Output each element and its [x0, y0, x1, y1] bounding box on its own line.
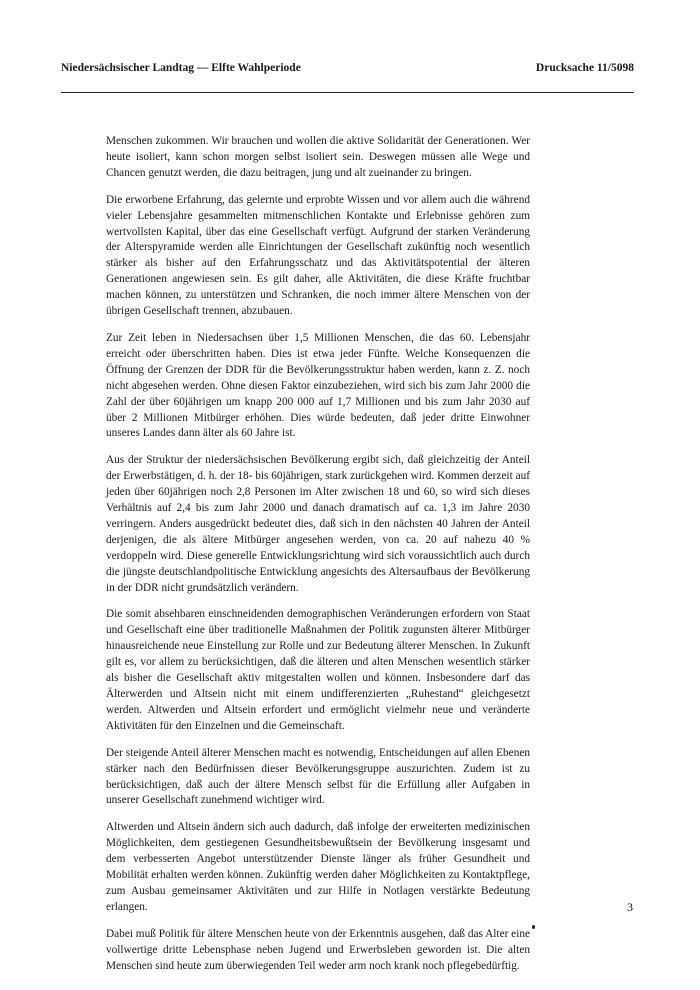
paragraph-2: Die erworbene Erfahrung, das gelernte und erprobte Wissen und vor allem auch die während vieler Lebensjahre gesammelten mitmenschlichen Kontakte und Erlebnisse gehören zum wertvollsten Kapital, über das eine Gesellschaft verfügt. Aufgrund der starken Veränderung der Alterspyramide werden alle Einrichtungen der Gesellschaft zukünftig noch wesentlich stärker als bisher auf den Erfahrungsschatz und das Aktivitätspotential der älteren Generationen angewiesen sein. Es gilt daher, alle Aktivitäten, die diese Kräfte fruchtbar machen können, zu unterstützen und Schranken, die noch immer ältere Menschen von der übrigen Gesellschaft trennen, abzubauen.: [106, 193, 530, 318]
paragraph-3: Zur Zeit leben in Niedersachsen über 1,5 Millionen Menschen, die das 60. Lebensjahr erreicht oder überschritten haben. Dies ist etwa jeder Fünfte. Welche Konsequenzen die Öffnung der Grenzen der DDR für die Bevölkerungsstruktur haben werden, kann z. Z. noch nicht abgesehen werden. Ohne diesen Faktor einzubeziehen, wird sich bis zum Jahr 2000 die Zahl der über 60jährigen um knapp 200 000 auf 1,7 Millionen und bis zum Jahr 2030 auf über 2 Millionen Mitbürger erhöhen. Dies würde bedeuten, daß jeder dritte Einwohner unseres Landes dann älter als 60 Jahre ist.: [106, 331, 530, 440]
header-document-number: Drucksache 11/5098: [535, 62, 634, 74]
paragraph-1: Menschen zukommen. Wir brauchen und wollen die aktive Solidarität der Generationen. Wer heute isoliert, kann schon morgen selbst isoliert sein. Deswegen müssen alle Wege und Chancen genutzt werden, die dazu beitragen, jung und alt zueinander zu bringen.: [106, 135, 530, 179]
paragraph-6: Der steigende Anteil älterer Menschen macht es notwendig, Entscheidungen auf allen Ebenen stärker nach den Bedürfnissen dieser Bevölkerungsgruppe auszurichten. Zudem ist zu berücksichtigen, daß auch der ältere Mensch selbst für die Erfüllung aller Aufgaben in unserer Gesellschaft zunehmend wichtiger wird.: [106, 746, 530, 807]
header-publication-title: Niedersächsischer Landtag — Elfte Wahlperiode: [61, 62, 301, 74]
paragraph-4: Aus der Struktur der niedersächsischen Bevölkerung ergibt sich, daß gleichzeitig der Anteil der Erwerbstätigen, d. h. der 18- bis 60jährigen, stark zurückgehen wird. Kommen derzeit auf jeden über 60jährigen noch 2,8 Personen im Alter zwischen 18 und 60, so wird sich dieses Verhältnis auf 2,4 bis zum Jahr 2000 und danach dramatisch auf ca. 1,3 im Jahre 2030 verringern. Anders ausgedrückt bedeutet dies, daß sich in den nächsten 40 Jahren der Anteil derjenigen, die als ältere Mitbürger angesehen werden, von ca. 20 auf nahezu 40 % verdoppeln wird. Diese generelle Entwicklungsrichtung wird sich voraussichtlich auch durch die jüngste deutschlandpolitische Entwicklung angesichts des Altersaufbaus der Bevölkerung in der DDR nicht grundsätzlich verändern.: [106, 454, 530, 594]
page-header: [61, 62, 634, 80]
body-text: [106, 134, 530, 986]
paragraph-7: Altwerden und Altsein ändern sich auch dadurch, daß infolge der erweiterten medizinischen Möglichkeiten, dem gestiegenen Gesundheitsbewußtsein der Bevölkerung insgesamt und dem verbesserten Angebot unterstützender Dienste länger als früher Gesundheit und Mobilität erhalten werden können. Zukünftig werden daher Möglichkeiten zu Kontaktpflege, zum Ausbau gemeinsamer Aktivitäten und zur Hilfe in Notlagen verstärkte Bedeutung erlangen.: [106, 821, 530, 913]
paragraph-8: Dabei muß Politik für ältere Menschen heute von der Erkenntnis ausgehen, daß das Alter eine vollwertige dritte Lebensphase neben Jugend und Erwerbsleben geworden ist. Die alten Menschen sind heute zum überwiegenden Teil weder arm noch krank noch pflegebedürftig.: [106, 927, 530, 972]
scan-speck: [532, 925, 535, 929]
page-number: 3: [627, 900, 633, 914]
paragraph-5: Die somit absehbaren einschneidenden demographischen Veränderungen erfordern von Staat und Gesellschaft eine über traditionelle Maßnahmen der Politik zugunsten älterer Mitbürger hinausreichende neue Einstellung zur Rolle und zur Bedeutung älterer Menschen. In Zukunft gilt es, vor allem zu berücksichtigen, daß die älteren und alten Menschen wesentlich stärker als bisher die Gesellschaft aktiv mitgestalten wollen und können. Insbesondere darf das Älterwerden und Altsein nicht mit einem undifferenzierten „Ruhestand“ gleichgesetzt werden. Altwerden und Altsein erfordert und ermöglicht vielmehr neue und veränderte Aktivitäten für den Einzelnen und die Gemeinschaft.: [106, 608, 530, 732]
header-divider: [61, 92, 634, 93]
